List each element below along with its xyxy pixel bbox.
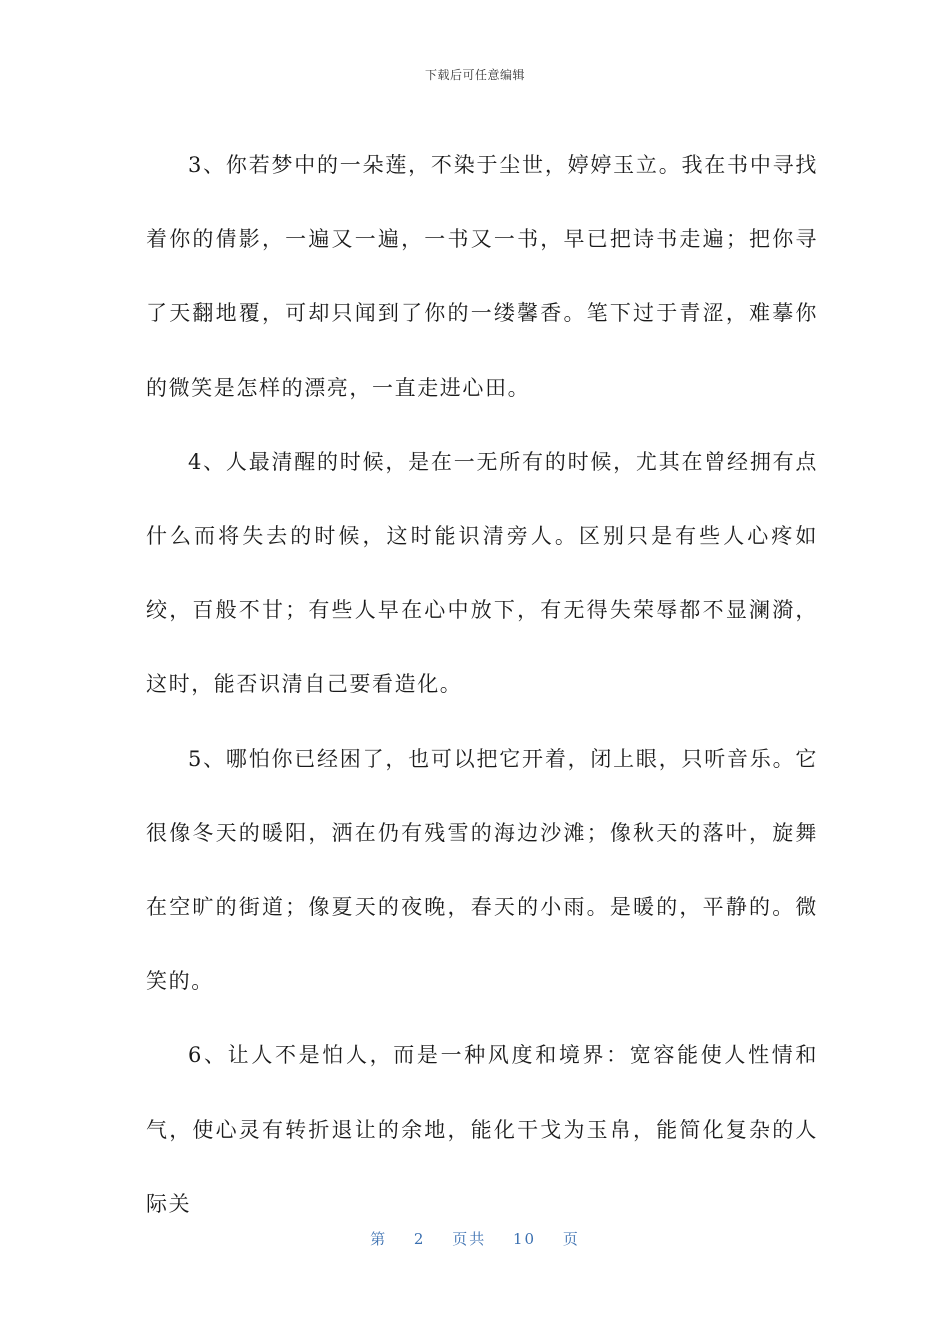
page-footer xyxy=(0,1228,950,1249)
paragraph-4: 4、人最清醒的时候，是在一无所有的时候，尤其在曾经拥有点什么而将失去的时候，这时能识清旁人。区别只是有些人心疼如绞，百般不甘；有些人早在心中放下，有无得失荣辱都不显澜漪，这时，能否识清自己要看造化。 xyxy=(146,449,818,697)
footer-label-of: 页共 xyxy=(452,1230,487,1248)
footer-label-end: 页 xyxy=(562,1230,580,1248)
paragraph-6: 6、让人不是怕人，而是一种风度和境界：宽容能使人性情和气，使心灵有转折退让的余地，能化干戈为玉帛，能简化复杂的人际关 xyxy=(146,1043,818,1216)
footer-current-page: 2 xyxy=(413,1230,426,1248)
footer-total-pages: 10 xyxy=(513,1230,537,1248)
document-body xyxy=(146,128,818,1241)
paragraph-5: 5、哪怕你已经困了，也可以把它开着，闭上眼，只听音乐。它很像冬天的暖阳，洒在仍有残雪的海边沙滩；像秋天的落叶，旋舞在空旷的街道；像夏天的夜晚，春天的小雨。是暖的，平静的。微笑的。 xyxy=(146,746,818,994)
footer-label-page: 第 xyxy=(370,1230,388,1248)
page-header: 下载后可任意编辑 xyxy=(424,68,525,82)
paragraph-3: 3、你若梦中的一朵莲，不染于尘世，婷婷玉立。我在书中寻找着你的倩影，一遍又一遍，一书又一书，早已把诗书走遍；把你寻了天翻地覆，可却只闻到了你的一缕馨香。笔下过于青涩，难摹你的微笑是怎样的漂亮，一直走进心田。 xyxy=(146,153,818,400)
